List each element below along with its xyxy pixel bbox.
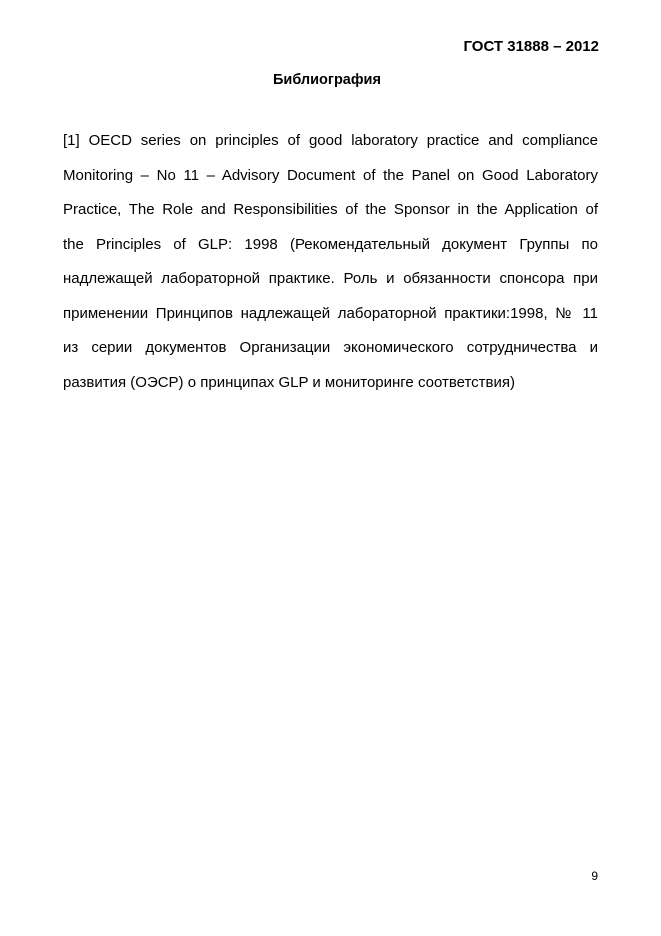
bibliography-line: the Principles of GLP: 1998 (Рекомендательный документ Группы по [63,235,598,253]
standard-code-header: ГОСТ 31888 – 2012 [463,38,599,55]
bibliography-line: Practice, The Role and Responsibilities of the Sponsor in the Application of [63,201,598,218]
bibliography-line: надлежащей лабораторной практике. Роль и обязанности спонсора при [63,270,598,287]
bibliography-title: Библиография [273,72,381,88]
bibliography-line: применении Принципов надлежащей лабораторной практики:1998, № 11 [63,304,598,322]
bibliography-line: из серии документов Организации экономического сотрудничества и [63,339,598,356]
bibliography-line: Monitoring – No 11 – Advisory Document of the Panel on Good Laboratory [63,166,598,184]
page-number: 9 [591,869,598,883]
bibliography-entry [63,124,598,400]
bibliography-line: [1] OECD series on principles of good laboratory practice and compliance [63,132,598,149]
bibliography-line: развития (ОЭСР) о принципах GLP и мониторинге соответствия) [63,373,516,391]
